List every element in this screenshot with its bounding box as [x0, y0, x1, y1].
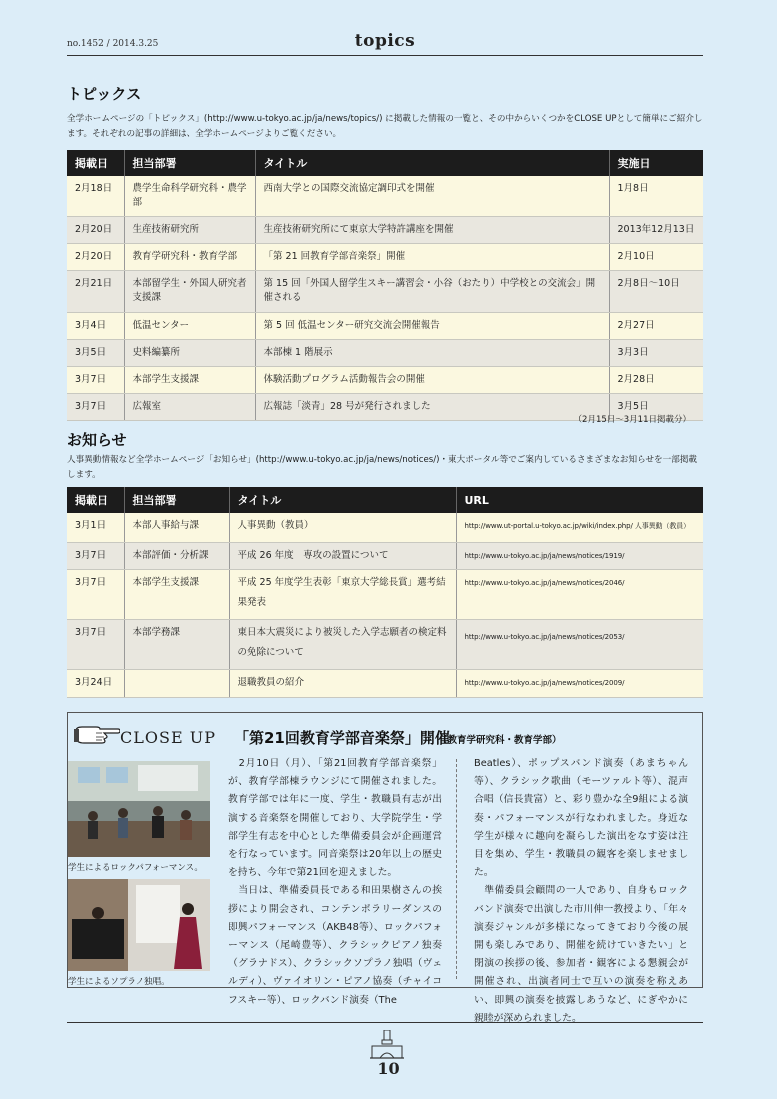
- event-date-cell: 3月5日: [609, 394, 703, 421]
- topics-table-header: [67, 150, 703, 176]
- soprano-photo: [68, 879, 210, 971]
- column-header: 担当部署: [124, 150, 255, 176]
- date-cell: 3月7日: [67, 542, 124, 569]
- dept-cell: 農学生命科学研究科・農学部: [124, 176, 255, 217]
- dept-cell: 教育学研究科・教育学部: [124, 244, 255, 271]
- title-cell[interactable]: 退職教員の紹介: [229, 669, 456, 697]
- topics-description: 全学ホームページの「トピックス」(http://www.u-tokyo.ac.jp/ja/news/topics/) に掲載した情報の一覧と、その中からいくつかをCLOSE UPとして簡単にご紹介します。それぞれの記事の詳細は、全学ホームページよりご覧ください。: [67, 114, 703, 139]
- title-cell[interactable]: 広報誌「淡青」28 号が発行されました: [255, 394, 609, 421]
- dept-cell: 本部学生支援課: [124, 569, 229, 619]
- column-header: 実施日: [609, 150, 703, 176]
- closeup-box: [67, 712, 703, 1024]
- header-title: topics: [354, 31, 416, 51]
- title-cell[interactable]: 第 15 回「外国人留学生スキー講習会・小谷（おたり）中学校との交流会」開催される: [255, 271, 609, 313]
- column-divider: [456, 759, 457, 979]
- page-number: 10: [377, 1059, 400, 1078]
- url-link[interactable]: http://www.ut-portal.u-tokyo.ac.jp/wiki/index.php/ 人事異動（教員）: [456, 513, 703, 542]
- table-row: [67, 367, 703, 394]
- dept-cell: 本部人事給与課: [124, 513, 229, 542]
- date-cell: 3月7日: [67, 569, 124, 619]
- article-column-2: Beatles）、ポップスバンド演奏（あまちゃん等）、クラシック歌曲（モーツァルト等）、混声合唱（信長貴富）と、彩り豊かな全9組による演奏・パフォーマンスが行なわれました。身近な学生が様々に趣向を凝らした演出をなす姿は注目を集め、学生・教職員の観客を楽しませました。 準備委員会顧問の一人であり、自身もロックバンド演奏で出演した市川伸一教授より、「年々演奏ジャンルが多様になってきており今後の展開も楽しみであり、開催を続けていきたい」と閉演の挨拶の後、参加者・観客による懇親会が開催され、出演者同士で互いの演奏を称えあい、即興の演奏を披露しあうなど、にぎやかに親睦が深められました。: [474, 758, 688, 1024]
- table-row: [67, 569, 703, 619]
- date-cell: 3月7日: [67, 367, 124, 394]
- notices-description: 人事異動情報など全学ホームページ「お知らせ」(http://www.u-tokyo.ac.jp/ja/news/notices/)・東大ポータル等でご案内しているさまざまなお知らせを一部掲載します。: [67, 455, 698, 480]
- closeup-subtitle: （教育学研究科・教育学部）: [438, 735, 562, 746]
- closeup-title: 「第21回教育学部音楽祭」開催: [234, 729, 450, 747]
- issue-number: no.1452 / 2014.3.25: [67, 39, 159, 49]
- photo-caption: 学生によるロックパフォーマンス。: [68, 863, 203, 873]
- url-link[interactable]: http://www.u-tokyo.ac.jp/ja/news/notices/2053/: [456, 619, 703, 669]
- title-cell[interactable]: 人事異動（教員）: [229, 513, 456, 542]
- notices-section-title: お知らせ: [67, 431, 127, 449]
- table-row: [67, 313, 703, 340]
- event-date-cell: 2月10日: [609, 244, 703, 271]
- date-cell: 2月21日: [67, 271, 124, 313]
- photo-caption: 学生によるソプラノ独唱。: [68, 977, 170, 987]
- title-cell[interactable]: 生産技術研究所にて東京大学特許講座を開催: [255, 217, 609, 244]
- date-cell: 2月18日: [67, 176, 124, 217]
- title-cell[interactable]: 第 5 回 低温センター研究交流会開催報告: [255, 313, 609, 340]
- table-row: [67, 513, 703, 542]
- url-link[interactable]: http://www.u-tokyo.ac.jp/ja/news/notices/2046/: [456, 569, 703, 619]
- date-cell: 2月20日: [67, 244, 124, 271]
- dept-cell: 広報室: [124, 394, 255, 421]
- date-cell: 2月20日: [67, 217, 124, 244]
- topics-table: [67, 150, 703, 421]
- table-row: [67, 271, 703, 313]
- topics-section-title: トピックス: [67, 85, 142, 103]
- title-cell[interactable]: 「第 21 回教育学部音楽祭」開催: [255, 244, 609, 271]
- column-header: 掲載日: [67, 487, 124, 513]
- rock-performance-photo: [68, 761, 210, 857]
- column-header: タイトル: [255, 150, 609, 176]
- event-date-cell: 2月27日: [609, 313, 703, 340]
- title-cell[interactable]: 平成 26 年度 専攻の設置について: [229, 542, 456, 569]
- column-header: 担当部署: [124, 487, 229, 513]
- url-link[interactable]: http://www.u-tokyo.ac.jp/ja/news/notices/2009/: [456, 669, 703, 697]
- date-cell: 3月7日: [67, 619, 124, 669]
- table-row: [67, 176, 703, 217]
- dept-cell: [124, 669, 229, 697]
- pointing-hand-icon: [74, 723, 120, 745]
- notices-table: [67, 487, 703, 698]
- notices-table-header: [67, 487, 703, 513]
- dept-cell: 本部評価・分析課: [124, 542, 229, 569]
- date-cell: 3月7日: [67, 394, 124, 421]
- title-cell[interactable]: 体験活動プログラム活動報告会の開催: [255, 367, 609, 394]
- topics-period-note: （2月15日〜3月11日掲載分）: [573, 415, 691, 425]
- table-row: [67, 542, 703, 569]
- event-date-cell: 2013年12月13日: [609, 217, 703, 244]
- page-header: [67, 30, 703, 56]
- dept-cell: 生産技術研究所: [124, 217, 255, 244]
- dept-cell: 史料編纂所: [124, 340, 255, 367]
- table-row: [67, 217, 703, 244]
- table-row: [67, 619, 703, 669]
- event-date-cell: 2月28日: [609, 367, 703, 394]
- date-cell: 3月4日: [67, 313, 124, 340]
- footer-rule: [67, 1022, 703, 1023]
- table-row: [67, 340, 703, 367]
- closeup-label: CLOSE UP: [120, 728, 216, 747]
- column-header: タイトル: [229, 487, 456, 513]
- date-cell: 3月5日: [67, 340, 124, 367]
- event-date-cell: 3月3日: [609, 340, 703, 367]
- column-header: URL: [456, 487, 703, 513]
- date-cell: 3月24日: [67, 669, 124, 697]
- title-cell[interactable]: 本部棟 1 階展示: [255, 340, 609, 367]
- title-cell[interactable]: 平成 25 年度学生表彰「東京大学総長賞」選考結果発表: [229, 569, 456, 619]
- dept-cell: 本部留学生・外国人研究者支援課: [124, 271, 255, 313]
- title-cell[interactable]: 東日本大震災により被災した入学志願者の検定料の免除について: [229, 619, 456, 669]
- title-cell[interactable]: 西南大学との国際交流協定調印式を開催: [255, 176, 609, 217]
- url-link[interactable]: http://www.u-tokyo.ac.jp/ja/news/notices/1919/: [456, 542, 703, 569]
- table-row: [67, 244, 703, 271]
- event-date-cell: 2月8日〜10日: [609, 271, 703, 313]
- column-header: 掲載日: [67, 150, 124, 176]
- article-column-1: 2月10日（月）、「第21回教育学部音楽祭」が、教育学部棟ラウンジにて開催されました。教育学部では年に一度、学生・教職員有志が出演する音楽祭を開催しており、大学院学生・学部学生有志を中心とした準備委員会が企画運営を行なっています。同音楽祭は20年以上の歴史を持ち、今年で第21回を迎えました。 当日は、準備委員長である和田果樹さんの挨拶により開会され、コンテンポラリーダンスの即興パフォーマンス（AKB48等）、ロックパフォーマンス（尾崎豊等）、クラシックピアノ独奏（グラナドス）、クラシックソプラノ独唱（ヴェルディ）、ヴァイオリン・ピアノ協奏（チャイコフスキー等）、ロックバンド演奏（The: [228, 758, 442, 1006]
- dept-cell: 低温センター: [124, 313, 255, 340]
- dept-cell: 本部学生支援課: [124, 367, 255, 394]
- dept-cell: 本部学務課: [124, 619, 229, 669]
- date-cell: 3月1日: [67, 513, 124, 542]
- table-row: [67, 669, 703, 697]
- event-date-cell: 1月8日: [609, 176, 703, 217]
- yasuda-auditorium-icon: [370, 1030, 404, 1060]
